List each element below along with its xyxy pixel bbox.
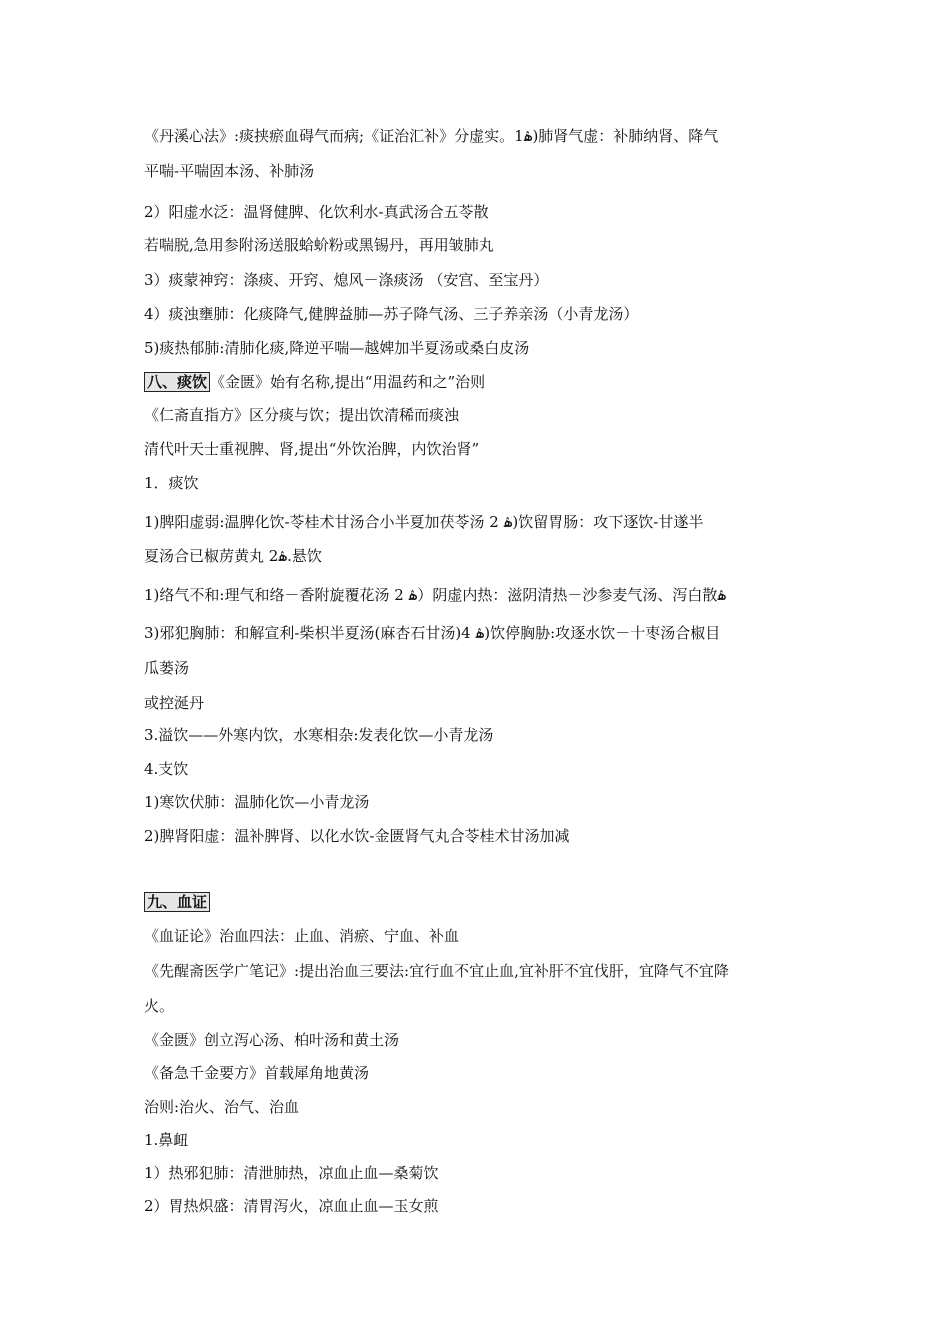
text-line: 平喘-平喘固本汤、补肺汤 <box>144 162 315 180</box>
section-line-xuezheng <box>144 892 210 912</box>
text-line: 治则:治火、治气、治血 <box>144 1098 300 1116</box>
text-line: 3)邪犯胸肺：和解宣利-柴枳半夏汤(麻杏石甘汤)4 ۿ)饮停胸胁:攻逐水饮－十枣汤合椒目 <box>144 624 721 642</box>
text-line: 《备急千金要方》首载犀角地黄汤 <box>144 1064 370 1082</box>
text-line: 4）痰浊壅肺：化痰降气,健脾益肺—苏子降气汤、三子养亲汤（小青龙汤） <box>144 305 639 323</box>
text-line: 瓜蒌汤 <box>144 659 190 677</box>
text-line: 《仁斋直指方》区分痰与饮；提出饮清稀而痰浊 <box>144 406 460 424</box>
text-line: 4.支饮 <box>144 760 189 778</box>
text-line: 火。 <box>144 997 175 1015</box>
text-line: 3.溢饮——外寒内饮，水寒相杂:发表化饮—小青龙汤 <box>144 726 494 744</box>
section-heading-xuezheng: 九、血证 <box>144 892 210 912</box>
text-line: 《金匮》创立泻心汤、柏叶汤和黄土汤 <box>144 1031 400 1049</box>
text-line: 《血证论》治血四法：止血、消瘀、宁血、补血 <box>144 927 460 945</box>
text-line: 1)脾阳虚弱:温脾化饮-苓桂术甘汤合小半夏加茯苓汤 2 ۿ)饮留胃肠：攻下逐饮-甘遂半 <box>144 513 704 531</box>
text-line: 2）阳虚水泛：温肾健脾、化饮利水-真武汤合五苓散 <box>144 203 489 221</box>
text-line: 若喘脱,急用参附汤送服蛤蚧粉或黑锡丹，再用皱肺丸 <box>144 236 494 254</box>
text-line: 或控涎丹 <box>144 694 205 712</box>
text-line: 《丹溪心法》:痰挟瘀血碍气而病;《证治汇补》分虚实。1ۿ)肺肾气虚：补肺纳肾、降气 <box>144 127 719 145</box>
text-line: 《先醒斋医学广笔记》:提出治血三要法:宜行血不宜止血,宜补肝不宜伐肝，宜降气不宜降 <box>144 962 729 980</box>
text-line: 1.鼻衄 <box>144 1131 189 1149</box>
section-heading-tanyin: 八、痰饮 <box>144 372 210 392</box>
section-line-tanyin <box>144 372 485 392</box>
text-line: 1)络气不和:理气和络－香附旋覆花汤 2 ۿ）阴虚内热：滋阴清热－沙参麦气汤、泻白散ۿ <box>144 586 727 604</box>
text-line: 1）热邪犯肺：清泄肺热，凉血止血—桑菊饮 <box>144 1164 439 1182</box>
text-line: 夏汤合已椒苈黄丸 2ۿ.悬饮 <box>144 547 322 565</box>
text-line: 清代叶天士重视脾、肾,提出“外饮治脾，内饮治肾” <box>144 440 480 458</box>
text-line: 3）痰蒙神窍：涤痰、开窍、熄风－涤痰汤 （安宫、至宝丹） <box>144 271 549 289</box>
text-line: 2)脾肾阳虚：温补脾肾、以化水饮-金匮肾气丸合苓桂术甘汤加减 <box>144 827 570 845</box>
text-line: 1．痰饮 <box>144 474 199 492</box>
text-line: 2）胃热炽盛：清胃泻火，凉血止血—玉女煎 <box>144 1197 439 1215</box>
text-line: 1)寒饮伏肺：温肺化饮—小青龙汤 <box>144 793 370 811</box>
text-line: 5)痰热郁肺:清肺化痰,降逆平喘—越婢加半夏汤或桑白皮汤 <box>144 339 530 357</box>
text-segment: 《金匮》始有名称,提出“用温药和之”治则 <box>210 373 486 391</box>
